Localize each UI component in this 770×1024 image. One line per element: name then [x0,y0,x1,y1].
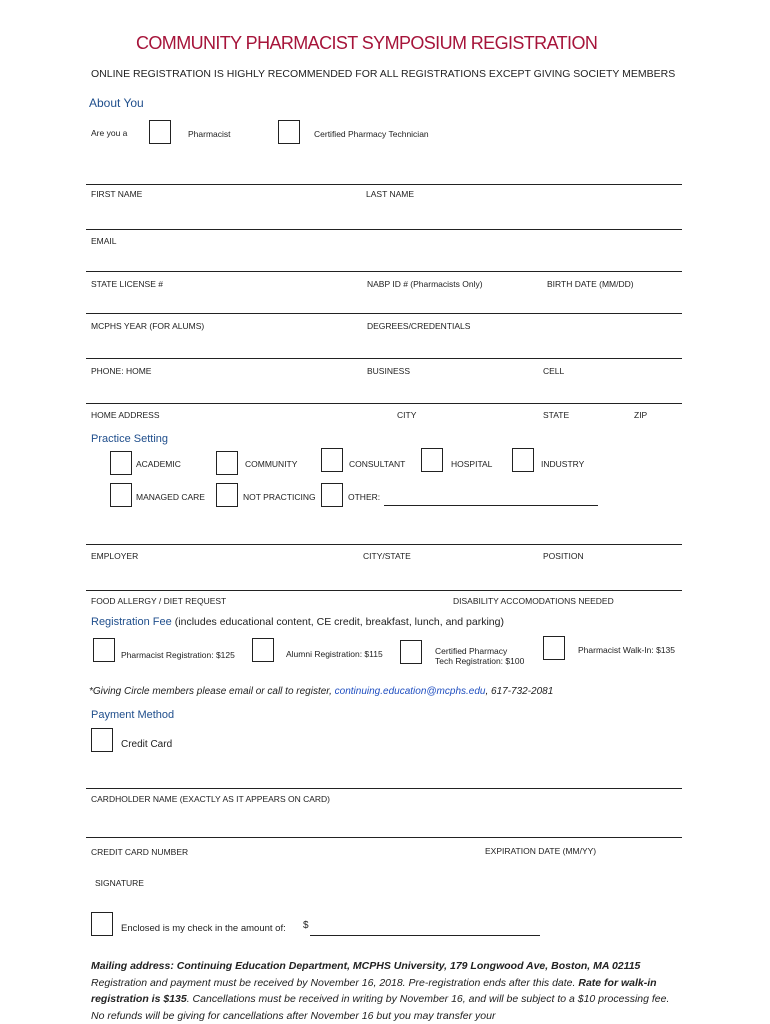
email-label: EMAIL [91,236,117,246]
check-amount-input[interactable] [310,935,540,936]
managed-care-checkbox[interactable] [110,483,132,507]
state-label: STATE [543,410,570,420]
technician-checkbox[interactable] [278,120,300,144]
zip-label: ZIP [634,410,648,420]
pharmacist-fee-checkbox[interactable] [93,638,115,662]
other-input[interactable] [384,505,598,506]
not-practicing-label: NOT PRACTICING [243,492,316,502]
tech-fee-checkbox[interactable] [400,640,422,664]
fee-heading: Registration Fee [91,616,172,628]
divider [86,837,682,838]
consultant-label: CONSULTANT [349,459,406,469]
practice-heading: Practice Setting [91,433,169,445]
form-subtitle: ONLINE REGISTRATION IS HIGHLY RECOMMENDED FOR ALL REGISTRATIONS EXCEPT GIVING SOCIETY MEMBERS [91,68,676,80]
mailing-p1: Registration and payment must be received by November 16, 2018. Pre-registration ends after this date. [91,976,576,989]
form-title: COMMUNITY PHARMACIST SYMPOSIUM REGISTRATION [136,33,598,53]
divider [86,788,682,789]
fee-includes: (includes educational content, CE credit, breakfast, lunch, and parking) [174,616,504,628]
food-allergy-label: FOOD ALLERGY / DIET REQUEST [91,596,227,606]
hospital-checkbox[interactable] [421,448,443,472]
home-address-label: HOME ADDRESS [91,410,160,420]
city-label: CITY [397,410,417,420]
walkin-fee-checkbox[interactable] [543,636,565,660]
community-label: COMMUNITY [245,459,298,469]
alumni-fee-checkbox[interactable] [252,638,274,662]
position-label: POSITION [543,551,584,561]
divider [86,229,682,230]
mailing-walkin: Rate for walk-in registration is $135 [91,976,657,1005]
pharmacist-label: Pharmacist [188,129,231,139]
academic-checkbox[interactable] [110,451,132,475]
nabp-label: NABP ID # (Pharmacists Only) [367,279,483,289]
giving-circle-note [89,686,553,697]
city-state-label: CITY/STATE [363,551,411,561]
mcphs-year-label: MCPHS YEAR (FOR ALUMS) [91,321,205,331]
cell-phone-label: CELL [543,366,565,376]
mailing-p3: . Cancellations must be received in writing by November 16, and will be subject to a $10 processing fee. No refunds will be giving for cancellations after November 16 but you may transfer your [91,993,670,1022]
mailing-info [91,958,681,1024]
degrees-label: DEGREES/CREDENTIALS [367,321,471,331]
not-practicing-checkbox[interactable] [216,483,238,507]
card-number-label: CREDIT CARD NUMBER [91,847,189,857]
pharmacist-fee-label: Pharmacist Registration: $125 [121,650,235,660]
other-checkbox[interactable] [321,483,343,507]
credit-card-label: Credit Card [121,739,173,750]
divider [86,403,682,404]
phone-home-label: PHONE: HOME [91,366,152,376]
consultant-checkbox[interactable] [321,448,343,472]
divider [86,590,682,591]
about-heading: About You [89,96,144,110]
industry-label: INDUSTRY [541,459,585,469]
academic-label: ACADEMIC [136,459,181,469]
walkin-fee-label: Pharmacist Walk-In: $135 [578,645,675,655]
payment-heading: Payment Method [91,709,175,721]
expiration-label: EXPIRATION DATE (MM/YY) [485,846,597,856]
check-label: Enclosed is my check in the amount of: [121,923,286,934]
pharmacist-checkbox[interactable] [149,120,171,144]
dollar-sign: $ [303,920,309,931]
employer-label: EMPLOYER [91,551,139,561]
technician-label: Certified Pharmacy Technician [314,129,429,139]
fee-heading-row [91,616,504,628]
mailing-address: Mailing address: Continuing Education Department, MCPHS University, 179 Longwood Ave, Boston, MA 02115 [91,960,641,972]
cardholder-label: CARDHOLDER NAME (EXACTLY AS IT APPEARS ON CARD) [91,794,331,804]
managed-care-label: MANAGED CARE [136,492,205,502]
divider [86,544,682,545]
email-link[interactable]: continuing.education@mcphs.edu [334,686,486,697]
giving-suffix: , 617-732-2081 [485,686,554,697]
tech-fee-label-1: Certified Pharmacy [435,646,508,656]
giving-prefix: *Giving Circle members please email or call to register, [89,686,332,697]
divider [86,358,682,359]
alumni-fee-label: Alumni Registration: $115 [286,649,383,659]
divider [86,271,682,272]
check-checkbox[interactable] [91,912,113,936]
state-license-label: STATE LICENSE # [91,279,163,289]
business-phone-label: BUSINESS [367,366,410,376]
other-label: OTHER: [348,492,381,502]
birth-date-label: BIRTH DATE (MM/DD) [547,279,634,289]
signature-label: SIGNATURE [95,878,144,888]
tech-fee-label-2: Tech Registration: $100 [435,656,525,666]
are-you-label: Are you a [91,128,128,138]
last-name-label: LAST NAME [366,189,415,199]
disability-label: DISABILITY ACCOMODATIONS NEEDED [453,596,614,606]
credit-card-checkbox[interactable] [91,728,113,752]
hospital-label: HOSPITAL [451,459,493,469]
divider [86,313,682,314]
divider [86,184,682,185]
community-checkbox[interactable] [216,451,238,475]
industry-checkbox[interactable] [512,448,534,472]
first-name-label: FIRST NAME [91,189,143,199]
